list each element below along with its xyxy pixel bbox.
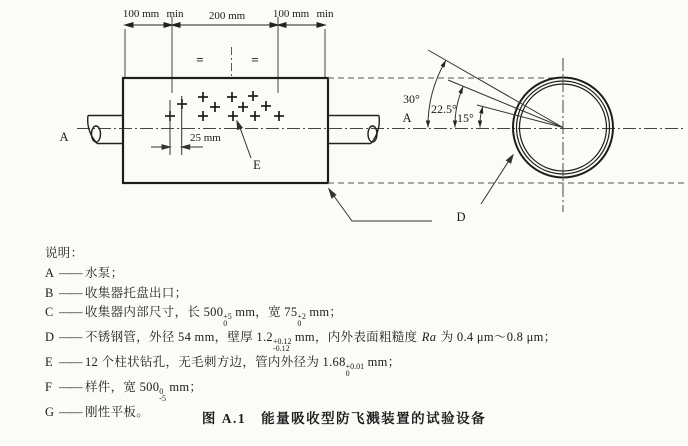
- equal-spacing-mark: =: [251, 52, 259, 67]
- legend-text: +5 0: [223, 311, 232, 329]
- legend-item-a: A —— 水泵；: [45, 266, 124, 281]
- label-a-axis: A: [402, 111, 412, 125]
- legend-item-e: E —— 12 个柱状钻孔，无毛刺方边，管内外径为 1.68 +0.01 0 mm；: [45, 354, 401, 379]
- collector-box: [123, 78, 328, 183]
- legend-text: 不锈钢管，外径 54 mm，壁厚 1.2: [85, 329, 273, 344]
- dimension-extension-lines: [125, 17, 325, 93]
- legend-text: +2 0: [297, 311, 306, 329]
- left-pipe: [88, 116, 123, 144]
- angle-arcs: [428, 60, 483, 127]
- legend-item-f: F —— 样件，宽 500 0 -5 mm；: [45, 379, 203, 404]
- angle-arc-arrowheads: [426, 60, 484, 127]
- legend-text: +0.01 0: [345, 361, 365, 379]
- legend-text: +0.12 -0.12: [272, 336, 292, 354]
- label-a-pump: A: [59, 130, 69, 144]
- legend-text: 12 个柱状钻孔，无毛刺方边，管内外径为 1.68: [85, 354, 346, 369]
- legend-text: Ra: [421, 329, 437, 344]
- label-22-5deg: 22.5°: [431, 102, 457, 116]
- legend-item-g: G —— 刚性平板。: [45, 404, 150, 419]
- legend-text: 为 0.4 μm～0.8 μm；: [437, 329, 557, 344]
- label-e: E: [253, 158, 261, 172]
- legend-text: mm；: [364, 354, 401, 369]
- dim-200-label: 200 mm: [208, 10, 246, 22]
- legend-title: 说明：: [45, 246, 84, 260]
- legend-items: [45, 264, 556, 422]
- dim-25-label: 25 mm: [190, 132, 221, 144]
- legend-text: 样件，宽 500: [85, 379, 160, 394]
- dimension-top: [125, 23, 325, 28]
- legend-text: mm；: [165, 379, 203, 394]
- legend-text: 收集器内部尺寸，长 500: [85, 304, 224, 319]
- drill-holes: [165, 91, 284, 121]
- legend-text: mm；: [305, 304, 343, 319]
- d-leader-left: [329, 189, 432, 221]
- legend-text: 水泵；: [85, 266, 124, 281]
- legend-item-d: D —— 不锈钢管，外径 54 mm，壁厚 1.2 +0.12 -0.12 mm，内外表面粗糙度 Ra 为 0.4 μm～0.8 μm；: [45, 329, 557, 354]
- legend-text: mm，宽 75: [231, 304, 298, 319]
- label-30deg: 30°: [403, 92, 420, 106]
- equal-spacing-mark: =: [196, 52, 204, 67]
- d-leader-right: [481, 155, 513, 204]
- dim-min-left-label: min: [166, 8, 184, 20]
- legend-item-c: C —— 收集器内部尺寸，长 500 +5 0 mm，宽 75 +2 0 mm；: [45, 304, 343, 329]
- dim-100-right-label: 100 mm: [272, 8, 310, 20]
- legend-text: 刚性平板。: [85, 404, 150, 419]
- label-15deg: 15°: [457, 111, 474, 125]
- figure-caption: 图 A.1 能量吸收型防飞溅装置的试验设备: [201, 411, 487, 426]
- dim-25: [151, 96, 203, 155]
- legend: [45, 244, 556, 422]
- right-pipe: [328, 116, 379, 144]
- dim-min-right-label: min: [316, 8, 334, 20]
- dim-100-left-label: 100 mm: [122, 8, 160, 20]
- legend-text: 0 -5: [159, 386, 166, 404]
- legend-item-b: B —— 收集器托盘出口；: [45, 285, 188, 300]
- legend-text: 收集器托盘出口；: [85, 285, 188, 300]
- e-leader: [237, 121, 251, 158]
- label-d: D: [456, 210, 466, 224]
- legend-text: mm，内外表面粗糙度: [291, 329, 421, 344]
